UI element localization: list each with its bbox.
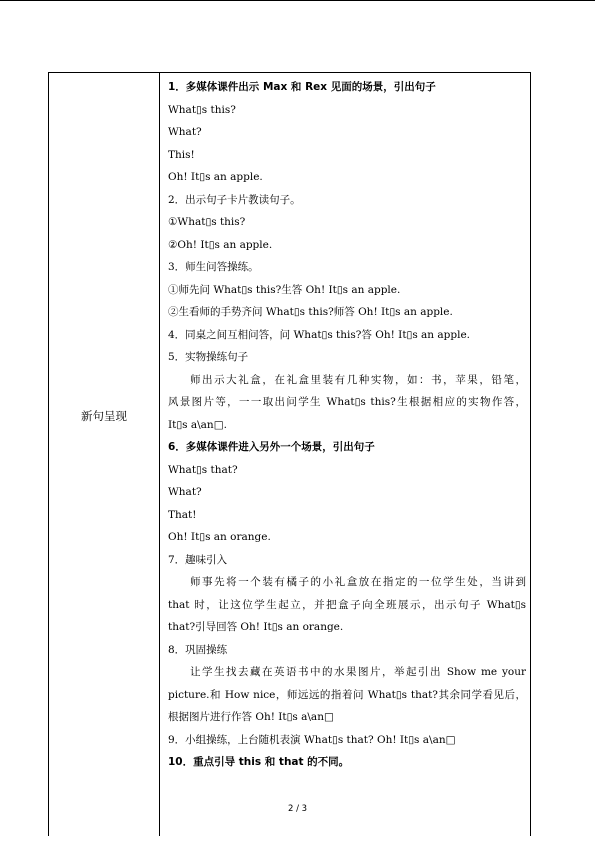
content-line: What?	[168, 486, 202, 498]
table-column-divider	[159, 72, 160, 836]
content-line: What▯s this?	[168, 103, 236, 116]
content-line: That!	[168, 508, 197, 521]
content-line: 6．多媒体课件进入另外一个场景，引出句子	[168, 441, 375, 453]
content-line: picture.和 How nice，师远远的指着问 What▯s that?其余同学看见后，	[168, 688, 526, 701]
content-line: 8．巩固操练	[168, 643, 228, 656]
content-line: What▯s that?	[168, 463, 238, 476]
content-line: 7．趣味引入	[168, 553, 228, 566]
content-line: This!	[168, 148, 195, 161]
content-line: that?引导回答 Oh! It▯s an orange.	[168, 621, 344, 633]
content-line: ②生看师的手势齐问 What▯s this?师答 Oh! It▯s an apple.	[168, 306, 453, 318]
content-line: 3．师生问答操练。	[168, 261, 259, 273]
content-line: ②Oh! It▯s an apple.	[168, 238, 273, 251]
content-line: It▯s a\an□.	[168, 418, 227, 431]
content-line: 5．实物操练句子	[168, 351, 249, 363]
content-line: 1．多媒体课件出示 Max 和 Rex 见面的场景，引出句子	[168, 81, 436, 93]
content-line: Oh! It▯s an orange.	[168, 531, 271, 543]
content-line: 10．重点引导 this 和 that 的不同。	[168, 756, 350, 768]
content-line: ①What▯s this?	[168, 216, 246, 228]
page-top-rule	[0, 0, 595, 1]
content-line: ①师先问 What▯s this?生答 Oh! It▯s an apple.	[168, 283, 401, 296]
content-line: 师出示大礼盒，在礼盒里装有几种实物，如：书，苹果，铅笔，	[190, 373, 526, 386]
content-line: 9．小组操练，上台随机表演 What▯s that? Oh! It▯s a\an□	[168, 733, 456, 746]
content-line: 2．出示句子卡片教读句子。	[168, 193, 301, 206]
content-line: 让学生找去藏在英语书中的水果图片，举起引出 Show me your	[190, 666, 526, 678]
content-line: that 时，让这位学生起立，并把盒子向全班展示，出示句子 What▯s	[168, 598, 526, 611]
page-number: 2 / 3	[287, 804, 308, 814]
content-line: 风景图片等，一一取出问学生 What▯s this?生根据相应的实物作答，	[168, 396, 526, 408]
lesson-content	[168, 80, 526, 778]
content-line: 根据图片进行作答 Oh! It▯s a\an□	[168, 711, 334, 723]
content-line: 4．同桌之间互相问答，问 What▯s this?答 Oh! It▯s an apple.	[168, 328, 471, 341]
section-label: 新句呈现	[81, 409, 127, 423]
content-line: Oh! It▯s an apple.	[168, 171, 263, 183]
content-line: 师事先将一个装有橘子的小礼盒放在指定的一位学生处，当讲到	[190, 576, 526, 588]
content-line: What?	[168, 126, 202, 138]
